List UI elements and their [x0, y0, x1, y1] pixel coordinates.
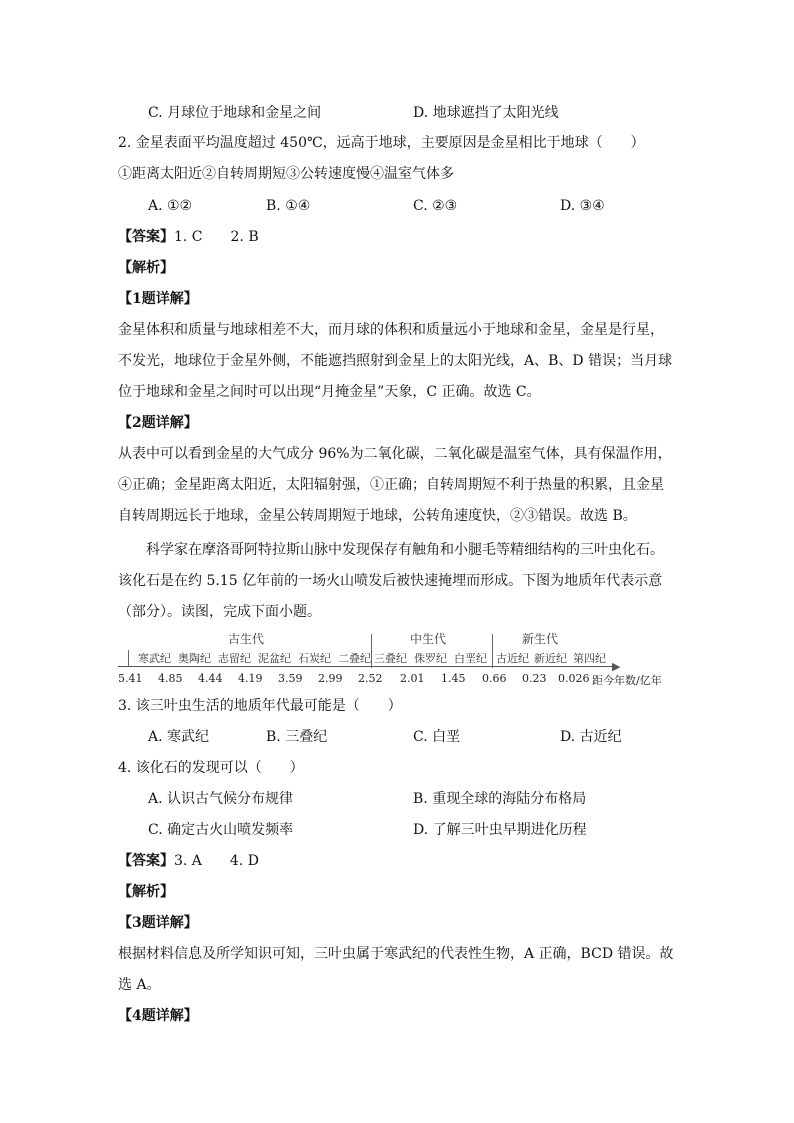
tick-label: 4.85 — [158, 672, 183, 685]
detail-1-line: 金星体积和质量与地球相差不大，而月球的体积和质量远小于地球和金星，金星是行星， — [118, 322, 664, 338]
q4-option-d: D. 了解三叶虫早期进化历程 — [413, 822, 587, 838]
detail-4-label: 【4题详解】 — [118, 1008, 198, 1024]
material-line: 科学家在摩洛哥阿特拉斯山脉中发现保存有触角和小腿毛等精细结构的三叶虫化石。 — [146, 542, 664, 558]
analysis-label-2: 【解析】 — [118, 884, 174, 900]
detail-1-line: 位于地球和金星之间时可以出现“月掩金星”天象，C 正确。故选 C。 — [118, 384, 541, 400]
detail-2-label: 【2题详解】 — [118, 415, 198, 431]
timeline-axis — [118, 666, 616, 667]
q2-option-a: A. ①② — [148, 198, 193, 214]
tick-label: 0.66 — [482, 672, 507, 685]
period-label: 志留纪 — [218, 652, 251, 665]
q2-option-b: B. ①④ — [266, 198, 311, 214]
era-divider — [492, 634, 493, 668]
axis-unit-label: 距今年数/亿年 — [592, 674, 662, 687]
period-label: 古近纪 — [496, 652, 529, 665]
answer-text: 3. A 4. D — [174, 853, 259, 869]
material-line: 该化石是在约 5.15 亿年前的一场火山喷发后被快速掩埋而形成。下图为地质年代表示意 — [118, 573, 663, 589]
tick-label: 0.026 — [558, 672, 590, 685]
period-label: 奥陶纪 — [178, 652, 211, 665]
q1-option-d: D. 地球遮挡了太阳光线 — [413, 105, 559, 121]
answer-label: 【答案】 — [118, 229, 174, 245]
tick-label: 4.44 — [198, 672, 223, 685]
era-divider — [371, 634, 372, 668]
detail-3-line: 根据材料信息及所学知识可知，三叶虫属于寒武纪的代表性生物，A 正确，BCD 错误。故 — [118, 946, 674, 962]
q2-option-d: D. ③④ — [560, 198, 605, 214]
tick-label: 5.41 — [118, 672, 143, 685]
period-label: 白垩纪 — [454, 652, 487, 665]
q3-option-a: A. 寒武纪 — [148, 729, 210, 745]
q1-option-c: C. 月球位于地球和金星之间 — [148, 105, 322, 121]
axis-arrow-icon: ▶ — [612, 660, 621, 673]
period-label: 石炭纪 — [298, 652, 331, 665]
tick-label: 0.23 — [522, 672, 547, 685]
tick-label: 2.01 — [400, 672, 425, 685]
detail-1-line: 不发光，地球位于金星外侧，不能遮挡照射到金星上的太阳光线，A、B、D 错误；当月球 — [118, 353, 673, 369]
q4-option-a: A. 认识古气候分布规律 — [148, 791, 294, 807]
q2-option-c: C. ②③ — [413, 198, 458, 214]
tick-label: 3.59 — [278, 672, 303, 685]
detail-1-label: 【1题详解】 — [118, 291, 198, 307]
q4-stem: 4. 该化石的发现可以（ ） — [118, 760, 304, 776]
period-label: 新近纪 — [534, 652, 567, 665]
q3-stem: 3. 该三叶虫生活的地质年代最可能是（ ） — [118, 698, 402, 714]
answer-block-2 — [118, 851, 259, 871]
detail-3-label: 【3题详解】 — [118, 915, 198, 931]
period-divider — [128, 650, 129, 666]
period-label: 第四纪 — [573, 652, 606, 665]
q4-option-b: B. 重现全球的海陆分布格局 — [413, 791, 587, 807]
period-label: 二叠纪 — [338, 652, 371, 665]
q3-option-b: B. 三叠纪 — [266, 729, 328, 745]
detail-2-line: 自转周期远长于地球，金星公转周期短于地球，公转角速度快，②③错误。故选 B。 — [118, 508, 637, 524]
material-line: （部分）。读图，完成下面小题。 — [118, 604, 321, 620]
detail-2-line: ④正确；金星距离太阳近，太阳辐射强，①正确；自转周期短不利于热量的积累，且金星 — [118, 477, 664, 493]
q2-stem: 2. 金星表面平均温度超过 450℃，远高于地球，主要原因是金星相比于地球（ ） — [118, 135, 645, 151]
answer-block-1 — [118, 227, 259, 247]
q3-option-d: D. 古近纪 — [560, 729, 622, 745]
q3-option-c: C. 白垩 — [413, 729, 461, 745]
era-label: 古生代 — [228, 632, 265, 646]
period-label: 侏罗纪 — [414, 652, 447, 665]
q2-factors: ①距离太阳近②自转周期短③公转速度慢④温室气体多 — [118, 166, 454, 182]
period-label: 泥盆纪 — [258, 652, 291, 665]
tick-label: 1.45 — [441, 672, 466, 685]
q4-option-c: C. 确定古火山喷发频率 — [148, 822, 294, 838]
analysis-label-1: 【解析】 — [118, 260, 174, 276]
tick-label: 2.99 — [318, 672, 343, 685]
era-label: 中生代 — [410, 632, 447, 646]
detail-3-line: 选 A。 — [118, 977, 161, 993]
era-label: 新生代 — [522, 632, 559, 646]
answer-label: 【答案】 — [118, 853, 174, 869]
geologic-timeline-figure — [118, 630, 678, 690]
detail-2-line: 从表中可以看到金星的大气成分 96%为二氧化碳，二氧化碳是温室气体，具有保温作用， — [118, 446, 672, 462]
period-label: 三叠纪 — [374, 652, 407, 665]
period-label: 寒武纪 — [138, 652, 171, 665]
tick-label: 2.52 — [358, 672, 383, 685]
answer-text: 1. C 2. B — [174, 229, 259, 245]
tick-label: 4.19 — [238, 672, 263, 685]
